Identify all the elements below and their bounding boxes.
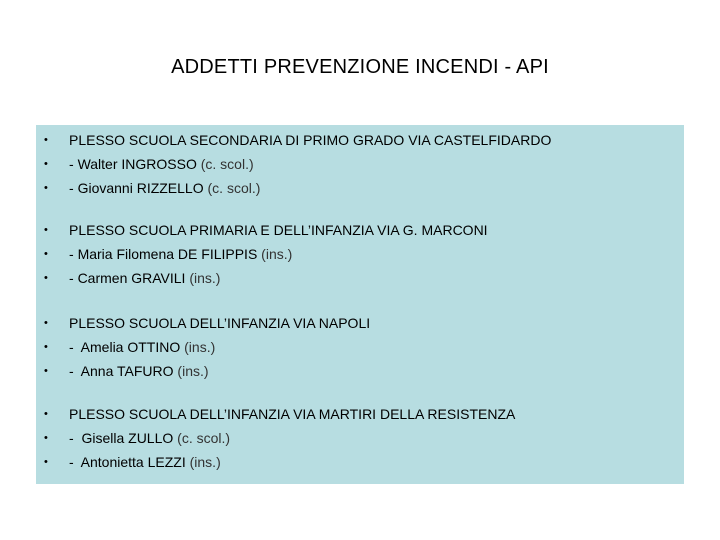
person-row bbox=[36, 242, 684, 266]
bullet: • bbox=[44, 341, 48, 353]
group-heading: PLESSO SCUOLA DELL’INFANZIA VIA NAPOLI bbox=[69, 315, 371, 331]
person-role: (ins.) bbox=[185, 270, 221, 286]
bullet: • bbox=[44, 158, 48, 170]
group-heading: PLESSO SCUOLA DELL’INFANZIA VIA MARTIRI DELLA RESISTENZA bbox=[69, 406, 516, 422]
person-name: Anna TAFURO bbox=[80, 363, 174, 379]
person-prefix: - bbox=[69, 270, 78, 286]
group-heading: PLESSO SCUOLA PRIMARIA E DELL’INFANZIA VIA G. MARCONI bbox=[69, 222, 488, 238]
school-group bbox=[36, 218, 684, 290]
person-name: Walter INGROSSO bbox=[77, 156, 197, 172]
bullet: • bbox=[44, 432, 48, 444]
person-prefix: - bbox=[69, 363, 81, 379]
person-entry bbox=[69, 335, 215, 359]
person-entry bbox=[69, 426, 230, 450]
person-prefix: - bbox=[69, 430, 82, 446]
person-name: Carmen GRAVILI bbox=[77, 270, 186, 286]
bullet: • bbox=[44, 248, 48, 260]
person-name: Maria Filomena DE FILIPPIS bbox=[77, 246, 258, 262]
person-name: Gisella ZULLO bbox=[81, 430, 174, 446]
group-heading-row bbox=[36, 311, 684, 335]
school-group bbox=[36, 402, 684, 474]
bullet: • bbox=[44, 408, 48, 420]
person-row bbox=[36, 426, 684, 450]
person-name: Antonietta LEZZI bbox=[80, 454, 186, 470]
person-role: (ins.) bbox=[185, 454, 221, 470]
person-prefix: - bbox=[69, 246, 78, 262]
person-row bbox=[36, 359, 684, 383]
bullet: • bbox=[44, 365, 48, 377]
person-entry bbox=[69, 176, 260, 200]
group-heading-row bbox=[36, 402, 684, 426]
person-entry bbox=[69, 450, 221, 474]
group-heading-row bbox=[36, 128, 684, 152]
person-entry bbox=[69, 242, 292, 266]
school-group bbox=[36, 128, 684, 200]
person-row bbox=[36, 335, 684, 359]
content-panel bbox=[36, 125, 684, 484]
person-row bbox=[36, 266, 684, 290]
person-prefix: - bbox=[69, 180, 78, 196]
person-role: (c. scol.) bbox=[173, 430, 231, 446]
bullet: • bbox=[44, 134, 48, 146]
person-row bbox=[36, 152, 684, 176]
bullet: • bbox=[44, 456, 48, 468]
person-role: (c. scol.) bbox=[196, 156, 254, 172]
person-entry bbox=[69, 152, 254, 176]
group-heading: PLESSO SCUOLA SECONDARIA DI PRIMO GRADO VIA CASTELFIDARDO bbox=[69, 132, 552, 148]
person-name: Amelia OTTINO bbox=[80, 339, 181, 355]
bullet: • bbox=[44, 182, 48, 194]
person-role: (ins.) bbox=[173, 363, 209, 379]
person-role: (ins.) bbox=[257, 246, 293, 262]
person-row bbox=[36, 176, 684, 200]
person-prefix: - bbox=[69, 339, 81, 355]
school-group bbox=[36, 311, 684, 383]
person-name: Giovanni RIZZELLO bbox=[77, 180, 204, 196]
page-title: ADDETTI PREVENZIONE INCENDI - API bbox=[171, 56, 549, 78]
person-role: (ins.) bbox=[180, 339, 216, 355]
person-entry bbox=[69, 359, 209, 383]
bullet: • bbox=[44, 317, 48, 329]
person-role: (c. scol.) bbox=[203, 180, 261, 196]
bullet: • bbox=[44, 272, 48, 284]
group-heading-row bbox=[36, 218, 684, 242]
bullet: • bbox=[44, 224, 48, 236]
person-entry bbox=[69, 266, 220, 290]
person-row bbox=[36, 450, 684, 474]
person-prefix: - bbox=[69, 156, 78, 172]
person-prefix: - bbox=[69, 454, 81, 470]
